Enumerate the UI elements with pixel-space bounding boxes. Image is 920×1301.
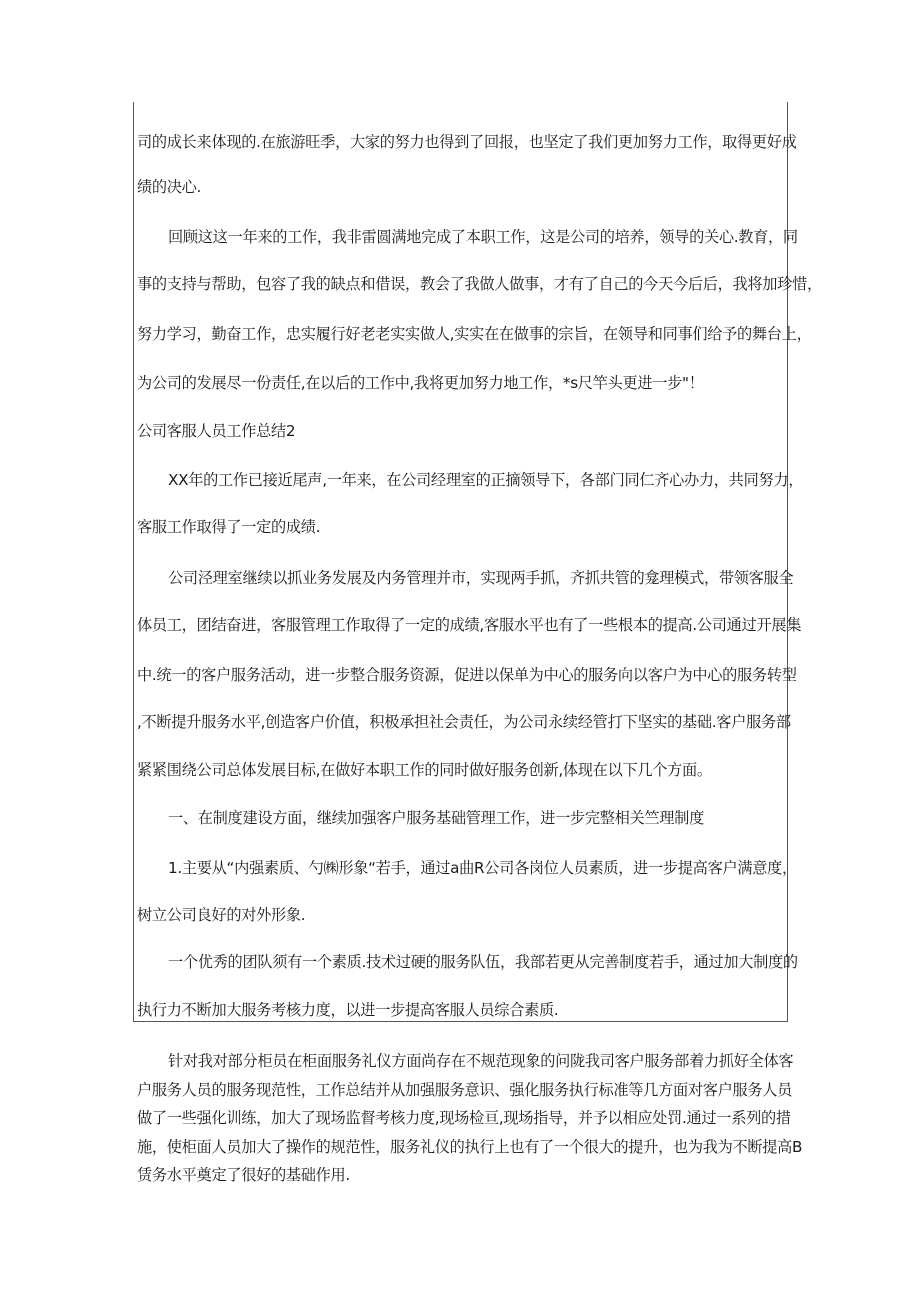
paragraph-line: 一个优秀的团队须有一个素质.技术过硬的服务队伍，我部若更从完善制度若手，通过加大制度的	[168, 953, 798, 971]
paragraph-line: XX年的工作已接近尾声,一年来，在公司经理室的正摘领导下，各部门同仁齐心办力，共同努力，	[168, 471, 804, 489]
footer-paragraph-line: 做了一些强化训练，加大了现场监督考核力度,现场检亘,现场指导，并予以相应处罚.通过一系列的措	[137, 1109, 791, 1127]
paragraph-line: 执行力不断加大服务考核力度，以进一步提高客服人员综合素质.	[137, 1001, 559, 1019]
paragraph-line: 司的成长来体现的.在旅游旺季，大家的努力也得到了回报，也坚定了我们更加努力工作，取得更好成	[137, 133, 797, 151]
paragraph-line: ,不断提升服务水平,创造客户价值，积极承担社会责任，为公司永续经管打下坚实的基础.客户服务部	[137, 713, 791, 731]
paragraph-line: 1.主要从“内强素质、勺㈱形象“若手，通过a曲R公司各岗位人员素质，进一步提高客户满意度，	[168, 859, 797, 877]
paragraph-line: 紧紧围绕公司总体发展目标,在做好本职工作的同时做好服务创新,体现在以下几个方面。	[137, 761, 712, 779]
paragraph-line: 客服工作取得了一定的成绩.	[137, 518, 321, 536]
paragraph-line: 回顾这这一年来的工作，我非雷圆满地完成了本职工作，这是公司的培养，领导的关心.教育，同	[168, 228, 798, 246]
footer-paragraph-line: 施，使柜面人员加大了操作的规范性，服务礼仪的执行上也有了一个很大的提升，也为我为不断提高B	[137, 1138, 803, 1156]
paragraph-line: 努力学习，勤奋工作，忠实履行好老老实实做人,实实在在做事的宗旨，在领导和同事们给予的舞台上，	[137, 325, 812, 343]
paragraph-line: 体员工，团结奋进，客服管理工作取得了一定的成绩,客服水平也有了一些根本的提高.公司通过开展集	[137, 616, 802, 634]
paragraph-line: 一、在制度建设方面，继续加强客户服务基础管理工作，进一步完整相关竺理制度	[168, 809, 704, 827]
footer-paragraph-line: 赁务水平奠定了很好的基础作用.	[137, 1166, 350, 1184]
paragraph-line: 绩的决心.	[137, 178, 202, 196]
footer-paragraph-line: 针对我对部分柜员在柜面服务礼仪方面尚存在不规范现象的问陇我司客户服务部着力抓好全体客	[168, 1052, 794, 1070]
paragraph-line: 公司泾理室继续以抓业务发展及内务管理并市，实现两手抓，齐抓共管的龛理模式，带领客服全	[168, 569, 794, 587]
paragraph-line: 树立公司良好的对外形象.	[137, 906, 306, 924]
paragraph-line: 为公司的发展尽一份责任,在以后的工作中,我将更加努力地工作，*s尺竿头更进一步"！	[137, 374, 704, 392]
footer-paragraph-line: 户服务人员的服务现范性，工作总结并从加强服务意识、强化服务执行标准等几方面对客户服务人员	[137, 1081, 793, 1099]
paragraph-line: 中.统一的客户服务活动，进一步整合服务资源，促进以保单为中心的服务向以客户为中心的服务转型	[137, 666, 797, 684]
paragraph-line: 事的支持与帮助，包容了我的缺点和借误，教会了我做人做事，才有了自己的今天今后后，我将加珍惜，	[137, 275, 822, 293]
section-heading: 公司客服人员工作总结2	[137, 422, 296, 440]
